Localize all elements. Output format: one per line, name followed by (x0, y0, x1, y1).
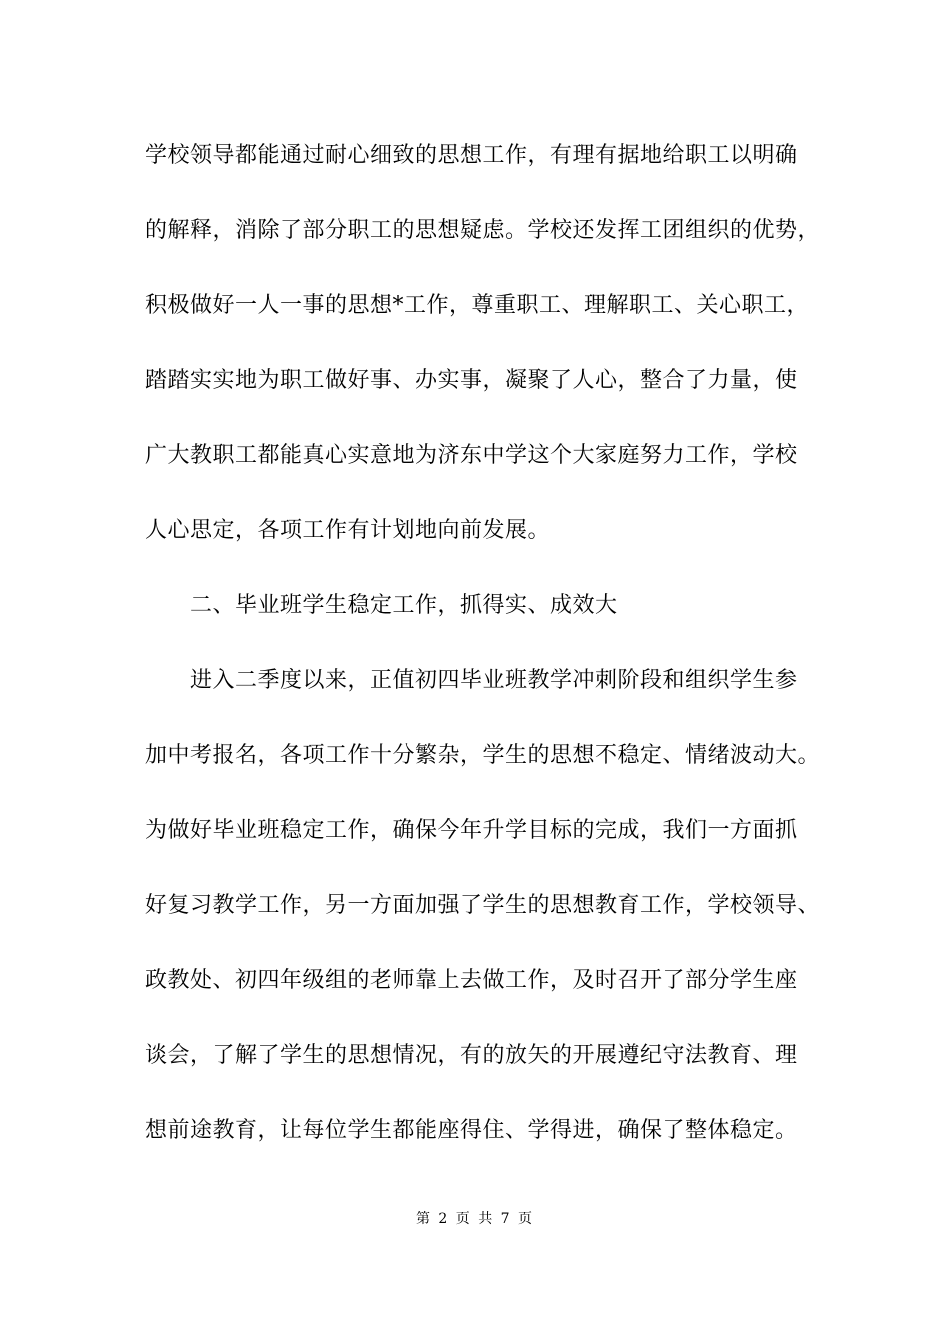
text-line: 好复习教学工作，另一方面加强了学生的思想教育工作，学校领导、 (145, 893, 821, 918)
text-line: 积极做好一人一事的思想*工作，尊重职工、理解职工、关心职工， (145, 293, 810, 318)
text-line: 踏踏实实地为职工做好事、办实事，凝聚了人心，整合了力量，使 (145, 368, 798, 393)
text-line: 谈会，了解了学生的思想情况，有的放矢的开展遵纪守法教育、理 (145, 1043, 798, 1068)
section-heading: 二、毕业班学生稳定工作，抓得实、成效大 (145, 593, 618, 618)
text-line: 广大教职工都能真心实意地为济东中学这个大家庭努力工作，学校 (145, 443, 798, 468)
text-line: 人心思定，各项工作有计划地向前发展。 (145, 518, 551, 543)
text-line: 进入二季度以来，正值初四毕业班教学冲刺阶段和组织学生参 (145, 668, 798, 693)
text-line: 政教处、初四年级组的老师靠上去做工作，及时召开了部分学生座 (145, 968, 798, 993)
text-line: 的解释，消除了部分职工的思想疑虑。学校还发挥工团组织的优势， (145, 218, 821, 243)
text-line: 想前途教育，让每位学生都能座得住、学得进，确保了整体稳定。 (145, 1118, 798, 1143)
text-line: 加中考报名，各项工作十分繁杂，学生的思想不稳定、情绪波动大。 (145, 743, 821, 768)
text-line: 学校领导都能通过耐心细致的思想工作，有理有据地给职工以明确 (145, 143, 798, 168)
text-line: 为做好毕业班稳定工作，确保今年升学目标的完成，我们一方面抓 (145, 818, 798, 843)
body-text (145, 134, 825, 1184)
page-number-footer: 第 2 页 共 7 页 (415, 1211, 535, 1227)
